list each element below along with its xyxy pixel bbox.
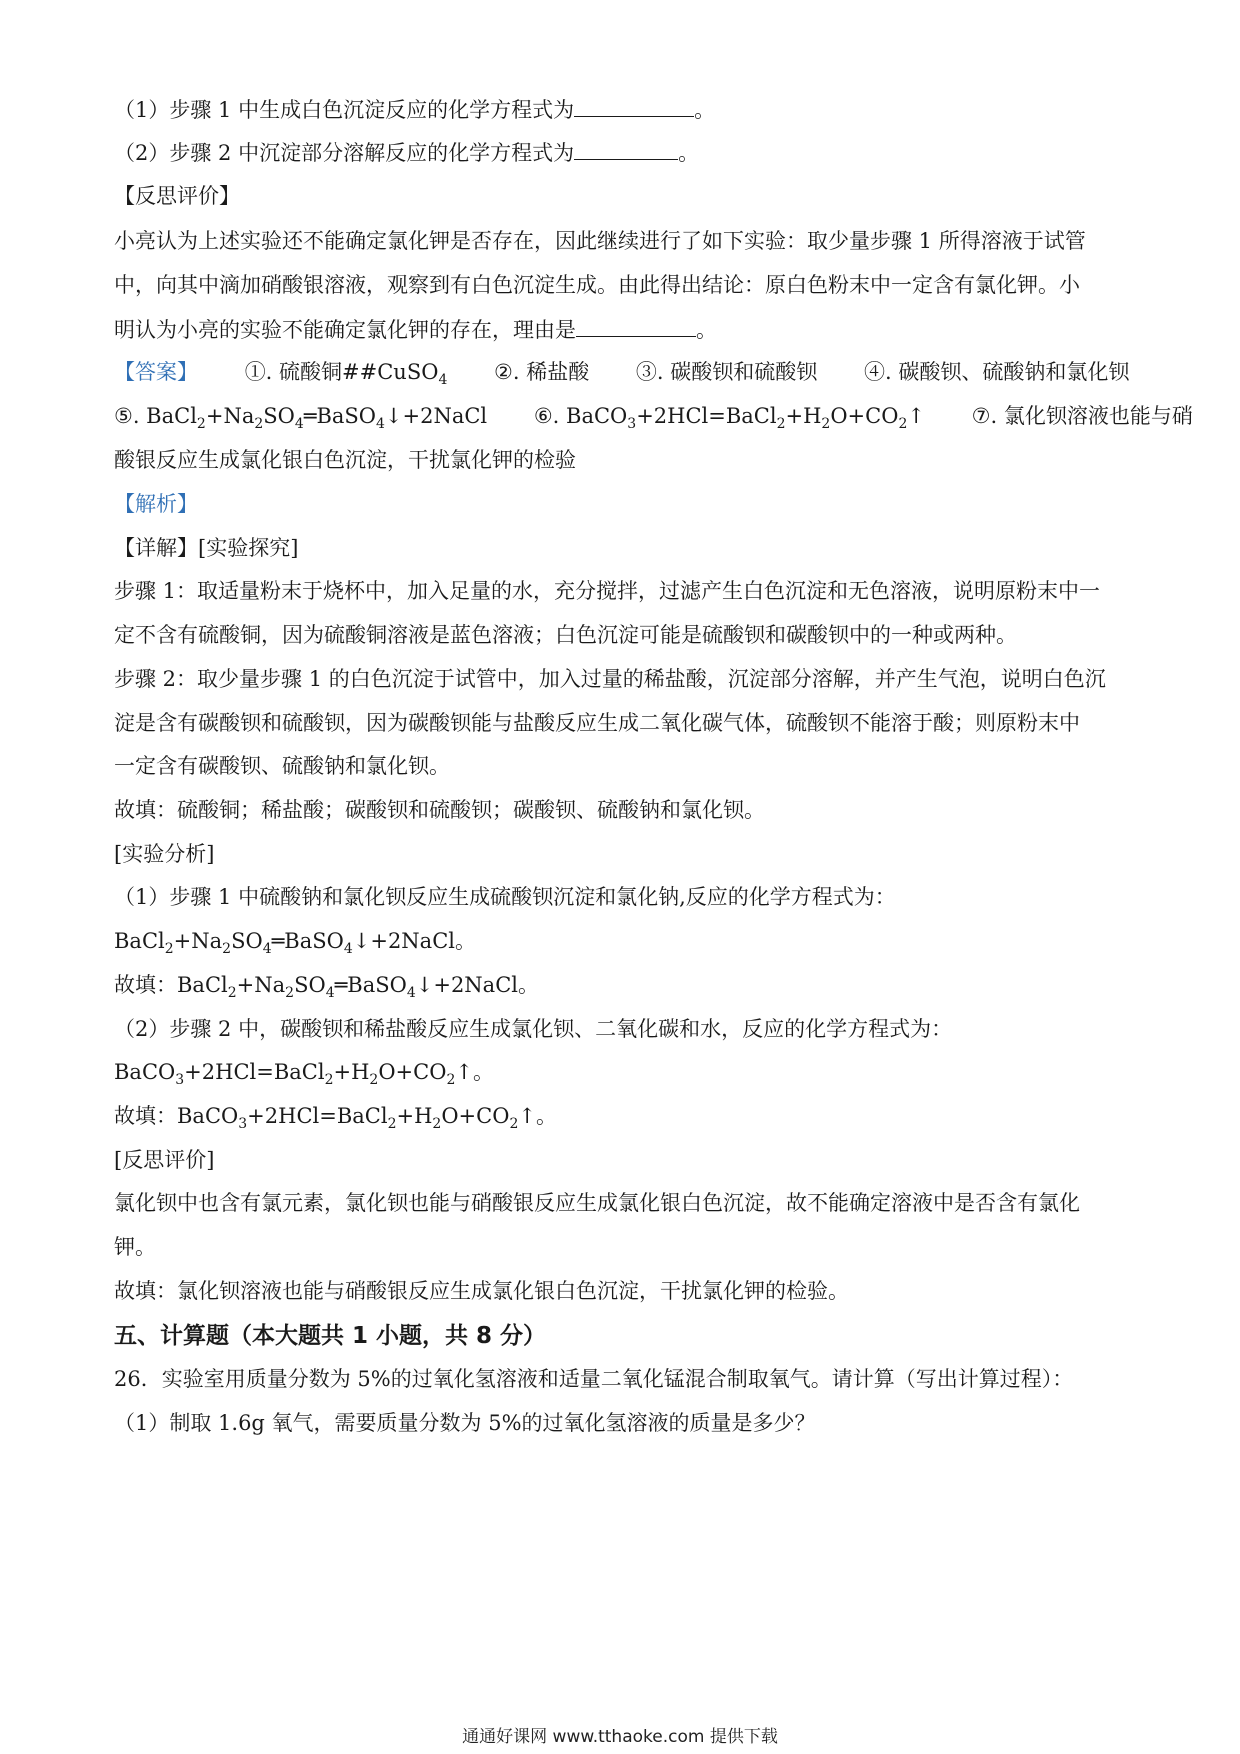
footer-watermark: 通通好课网 www.tthaoke.com 提供下载 <box>462 1727 778 1747</box>
answer-item-6: ⑥. $BaCO_3+2HCl=BaCl_2+H_2O+CO_2↑$ <box>533 404 925 433</box>
answer-item-4: ④. 碳酸钡、硫酸钠和氯化钡 <box>863 360 1130 384</box>
answer-blank-1[interactable] <box>574 94 694 117</box>
experiment-analysis-label: [实验分析] <box>114 842 215 866</box>
analysis-step1-line: 步骤 1：取适量粉末于烧杯中，加入足量的水，充分搅拌，过滤产生白色沉淀和无色溶液，说明原粉末中一 <box>114 579 1101 603</box>
question-paragraph-line: 小亮认为上述实验还不能确定氯化钾是否存在，因此继续进行了如下实验：取少量步骤 1 所得溶液于试管 <box>114 229 1086 253</box>
answer-line-3: 酸银反应生成氯化银白色沉淀，干扰氯化钾的检验 <box>114 448 576 472</box>
fill-answer-line: 故填：氯化钡溶液也能与硝酸银反应生成氯化银白色沉淀，干扰氯化钾的检验。 <box>114 1279 849 1303</box>
equation-line-2: $BaCO_3+2HCl=BaCl_2+H_2O+CO_2↑$。 <box>114 1060 494 1089</box>
analysis-step1-line: 定不含有硫酸铜，因为硫酸铜溶液是蓝色溶液；白色沉淀可能是硫酸钡和碳酸钡中的一种或两种。 <box>114 623 1017 647</box>
fill-equation-line-2: 故填：$BaCO_3+2HCl=BaCl_2+H_2O+CO_2↑$。 <box>114 1104 557 1133</box>
fill-equation-line-1: 故填：$BaCl_2+Na_2SO_4═BaSO_4↓+2NaCl$。 <box>114 973 539 1002</box>
analysis-part2-line: （2）步骤 2 中，碳酸钡和稀盐酸反应生成氯化钡、二氧化碳和水，反应的化学方程式为： <box>114 1017 953 1041</box>
analysis-step2-line: 淀是含有碳酸钡和硫酸钡，因为碳酸钡能与盐酸反应生成二氧化碳气体，硫酸钡不能溶于酸；则原粉末中 <box>114 711 1080 735</box>
detail-label: 【详解】[实验探究] <box>114 536 299 560</box>
answer-item-3: ③. 碳酸钡和硫酸钡 <box>635 360 818 384</box>
section-heading: 五、计算题（本大题共 1 小题，共 8 分） <box>114 1323 547 1349</box>
question-line-1: （1）步骤 1 中生成白色沉淀反应的化学方程式为 。 <box>114 94 1134 125</box>
answer-line-1 <box>114 357 1134 387</box>
analysis-part1-line: （1）步骤 1 中硫酸钠和氯化钡反应生成硫酸钡沉淀和氯化钠,反应的化学方程式为： <box>114 885 896 909</box>
reflection-label: [反思评价] <box>114 1148 215 1172</box>
answer-label: 【答案】 <box>114 360 198 384</box>
answer-blank-3[interactable] <box>576 314 696 337</box>
analysis-step2-line: 一定含有碳酸钡、硫酸钠和氯化钡。 <box>114 754 450 778</box>
reflection-heading: 【反思评价】 <box>114 184 240 208</box>
answer-item-2: ②. 稀盐酸 <box>494 360 590 384</box>
analysis-label: 【解析】 <box>114 492 198 516</box>
analysis-step2-line: 步骤 2：取少量步骤 1 的白色沉淀于试管中，加入过量的稀盐酸，沉淀部分溶解，并产生气泡，说明白色沉 <box>114 667 1106 691</box>
answer-item-1: ①. 硫酸铜##CuSO$_4$ <box>244 360 448 389</box>
fill-answer-line: 故填：硫酸铜；稀盐酸；碳酸钡和硫酸钡；碳酸钡、硫酸钠和氯化钡。 <box>114 798 765 822</box>
question-line-6: 明认为小亮的实验不能确定氯化钾的存在，理由是 。 <box>114 314 1134 345</box>
question-26: 26．实验室用质量分数为 5%的过氧化氢溶液和适量二氧化锰混合制取氧气。请计算（写出计算过程）： <box>114 1367 1074 1391</box>
question-line-2: （2）步骤 2 中沉淀部分溶解反应的化学方程式为 。 <box>114 137 1134 168</box>
reflection-line: 氯化钡中也含有氯元素，氯化钡也能与硝酸银反应生成氯化银白色沉淀，故不能确定溶液中是否含有氯化 <box>114 1191 1080 1215</box>
equation-line-1: $BaCl_2+Na_2SO_4═BaSO_4↓+2NaCl$。 <box>114 929 476 958</box>
answer-item-7: ⑦. 氯化钡溶液也能与硝 <box>971 404 1193 428</box>
answer-line-2 <box>114 401 1193 433</box>
reflection-line: 钾。 <box>114 1235 156 1259</box>
answer-item-5: ⑤. $BaCl_2+Na_2SO_4═BaSO_4↓+2NaCl$ <box>114 404 488 433</box>
question-paragraph-line: 中，向其中滴加硝酸银溶液，观察到有白色沉淀生成。由此得出结论：原白色粉末中一定含有氯化钾。小 <box>114 273 1080 297</box>
question-26-part-1: （1）制取 1.6g 氧气，需要质量分数为 5%的过氧化氢溶液的质量是多少？ <box>114 1411 816 1435</box>
answer-blank-2[interactable] <box>574 137 678 160</box>
